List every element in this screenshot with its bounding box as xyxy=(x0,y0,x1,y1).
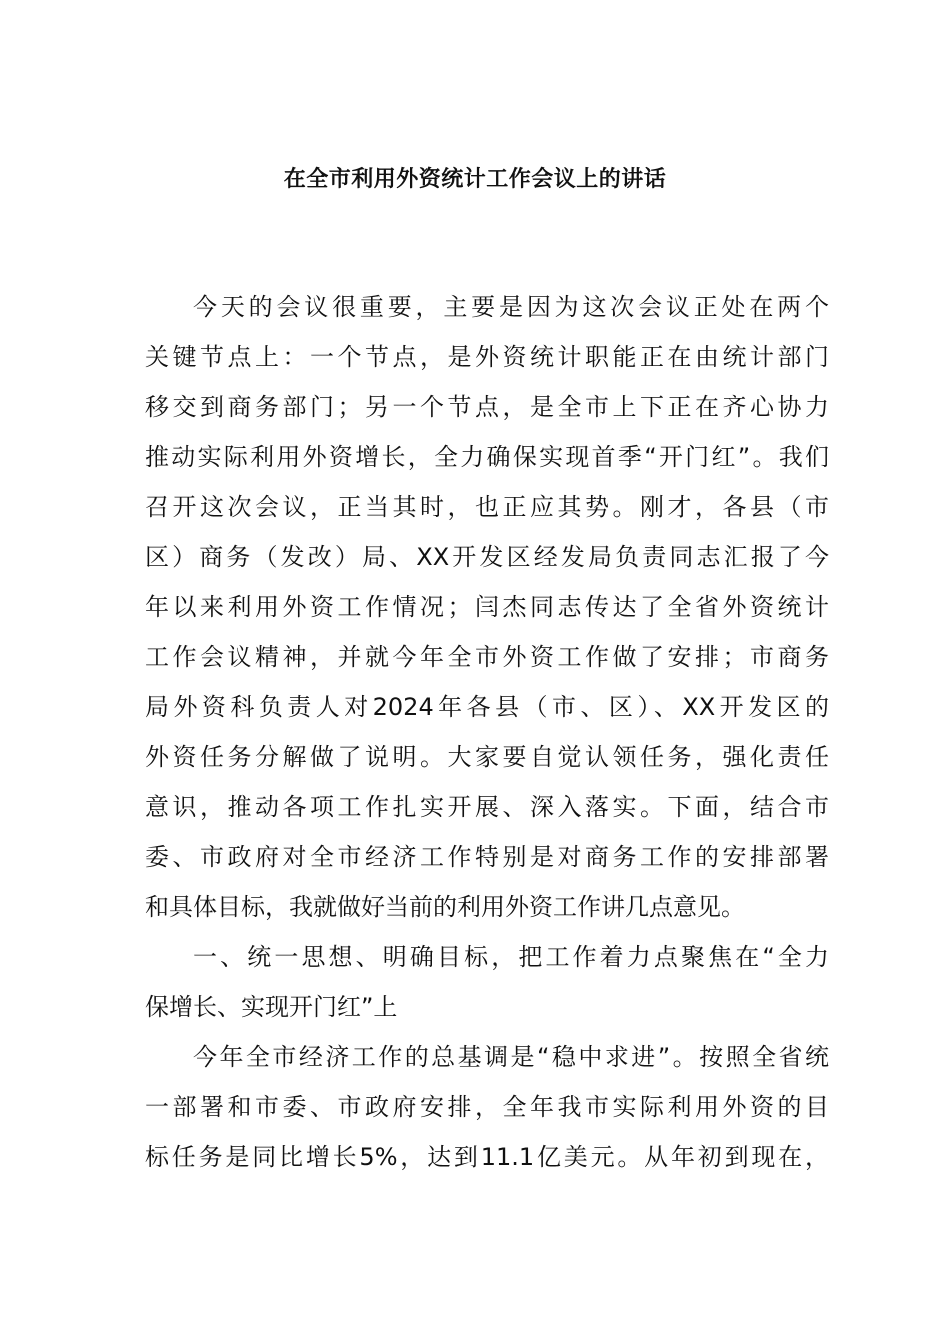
section-heading-line: 一、统一思想、明确目标，把工作着力点聚焦在“全力 xyxy=(193,943,829,971)
body-line: 一部署和市委、市政府安排，全年我市实际利用外资的目 xyxy=(145,1093,829,1121)
body-line: 和具体目标，我就做好当前的利用外资工作讲几点意见。 xyxy=(145,893,745,921)
document-body xyxy=(145,282,829,1182)
body-line: 外资任务分解做了说明。大家要自觉认领任务，强化责任 xyxy=(145,743,829,771)
body-line: 年以来利用外资工作情况；闫杰同志传达了全省外资统计 xyxy=(145,593,829,621)
body-line: 推动实际利用外资增长，全力确保实现首季“开门红”。我们 xyxy=(145,443,829,471)
body-line: 今年全市经济工作的总基调是“稳中求进”。按照全省统 xyxy=(193,1043,829,1071)
body-line: 区）商务（发改）局、XX开发区经发局负责同志汇报了今 xyxy=(145,543,829,571)
body-line: 意识，推动各项工作扎实开展、深入落实。下面，结合市 xyxy=(145,793,829,821)
section-heading-line: 保增长、实现开门红”上 xyxy=(145,993,398,1021)
body-line: 今天的会议很重要，主要是因为这次会议正处在两个 xyxy=(193,293,829,321)
body-line: 委、市政府对全市经济工作特别是对商务工作的安排部署 xyxy=(145,843,829,871)
body-line: 标任务是同比增长5%，达到11.1亿美元。从年初到现在， xyxy=(145,1143,829,1171)
body-line: 移交到商务部门；另一个节点，是全市上下正在齐心协力 xyxy=(145,393,829,421)
body-line: 工作会议精神，并就今年全市外资工作做了安排；市商务 xyxy=(145,643,829,671)
body-line: 关键节点上：一个节点，是外资统计职能正在由统计部门 xyxy=(145,343,829,371)
document-title: 在全市利用外资统计工作会议上的讲话 xyxy=(283,167,667,192)
body-line: 召开这次会议，正当其时，也正应其势。刚才，各县（市 xyxy=(145,493,829,521)
body-line: 局外资科负责人对2024年各县（市、区）、XX开发区的 xyxy=(145,693,829,721)
